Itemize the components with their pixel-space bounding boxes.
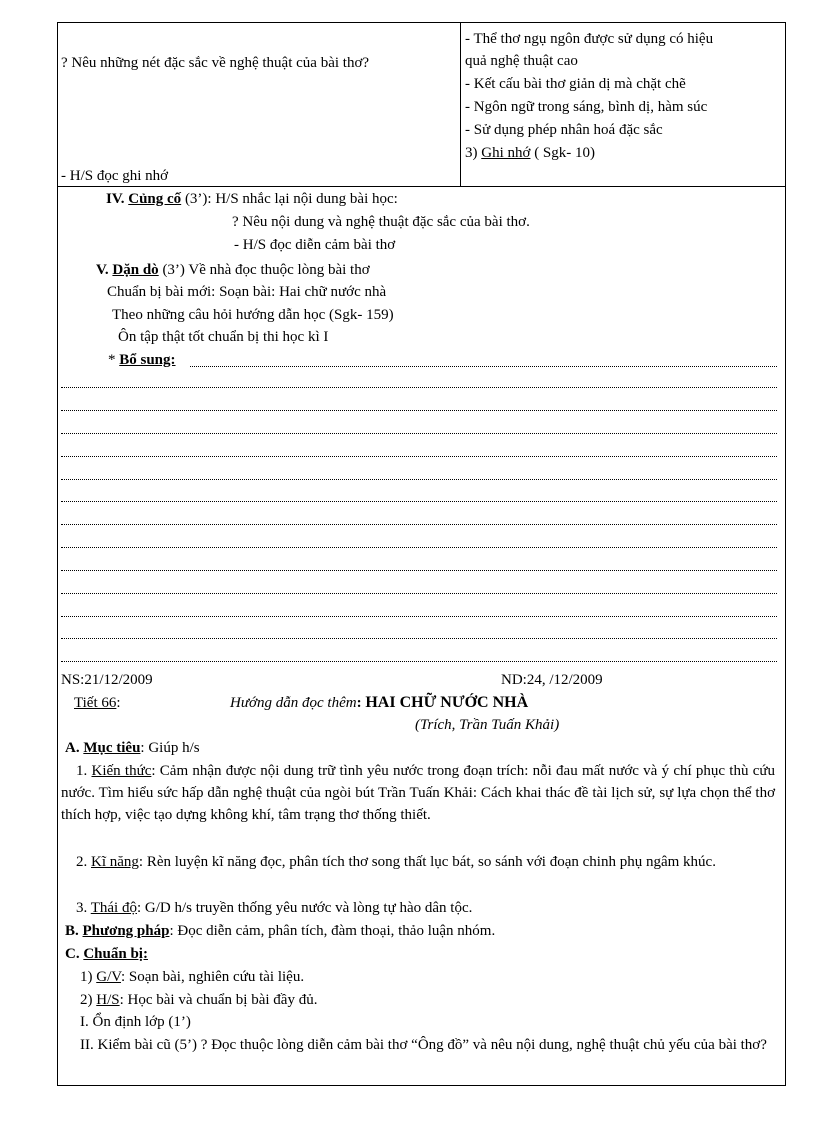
- dan-do-heading: [96, 259, 370, 281]
- bo-sung-dotted-line-1: [61, 385, 777, 388]
- table-ghi-nho: [465, 142, 595, 164]
- muc-tieu-label: Mục tiêu: [83, 740, 141, 756]
- bo-sung-dotted-line-3: [61, 431, 777, 434]
- cung-co-task: - H/S đọc diễn cảm bài thơ: [234, 237, 396, 253]
- answer-table: [58, 23, 785, 187]
- bo-sung-dotted-line-11: [61, 614, 777, 617]
- bo-sung-dotted-line-0: [190, 364, 777, 367]
- cung-co-label: Củng cố: [128, 191, 182, 207]
- bo-sung-dotted-line-4: [61, 454, 777, 457]
- phuong-phap-text: : Đọc diễn cảm, phân tích, đàm thoại, thảo luận nhóm.: [169, 923, 496, 939]
- muc-tieu-number: A.: [65, 740, 84, 756]
- ki-nang-text: : Rèn luyện kĩ năng đọc, phân tích thơ song thất lục bát, so sánh với đoạn chinh phụ ngâm khúc.: [138, 854, 716, 870]
- kien-thuc-label: Kiến thức: [91, 763, 152, 779]
- table-answer-line-3: - Kết cấu bài thơ giản dị mà chặt chẽ: [465, 76, 686, 92]
- tiet-number: Tiết 66: [74, 695, 117, 711]
- tiet-colon: :: [116, 695, 121, 711]
- table-answer-line-2: quả nghệ thuật cao: [465, 53, 578, 69]
- bo-sung-label: Bổ sung:: [119, 352, 176, 368]
- ki-nang-paragraph: [61, 851, 775, 873]
- dan-do-line-4: Ôn tập thật tốt chuẩn bị thi học kì I: [118, 329, 329, 345]
- cung-co-text: (3’): H/S nhắc lại nội dung bài học:: [181, 191, 398, 207]
- thai-do-number: 3.: [76, 900, 91, 916]
- bo-sung-dotted-line-2: [61, 408, 777, 411]
- chuan-bi-number: C.: [65, 946, 84, 962]
- dan-do-line-3: Theo những câu hỏi hướng dẫn học (Sgk- 159): [112, 307, 394, 323]
- ghi-nho-number: 3): [465, 145, 482, 161]
- thai-do-text: : G/D h/s truyền thống yêu nước và lòng tự hào dân tộc.: [136, 900, 473, 916]
- tiet-label: [74, 692, 121, 714]
- bo-sung-dotted-line-9: [61, 568, 777, 571]
- dan-do-number: V.: [96, 262, 113, 278]
- ki-nang-label: Kĩ năng: [91, 854, 139, 870]
- bo-sung-dotted-line-13: [61, 659, 777, 662]
- chuan-bi-hs-text: : Học bài và chuẩn bị bài đầy đủ.: [119, 992, 318, 1008]
- bo-sung-star: *: [108, 352, 120, 368]
- chuan-bi-hs-label: H/S: [96, 992, 120, 1008]
- ghi-nho-ref: ( Sgk- 10): [530, 145, 596, 161]
- chuan-bi-gv: [80, 966, 304, 988]
- cung-co-heading: [106, 188, 398, 210]
- table-answer-line-4: - Ngôn ngữ trong sáng, bình dị, hàm súc: [465, 99, 708, 115]
- dan-do-line-2: Chuẩn bị bài mới: Soạn bài: Hai chữ nước nhà: [107, 284, 387, 300]
- table-column-divider: [460, 23, 461, 187]
- chuan-bi-gv-text: : Soạn bài, nghiên cứu tài liệu.: [120, 969, 305, 985]
- phuong-phap-heading: [65, 920, 495, 942]
- nd-date: ND:24, /12/2009: [501, 672, 603, 688]
- ghi-nho-label: Ghi nhớ: [481, 145, 531, 161]
- dan-do-label: Dặn dò: [112, 262, 159, 278]
- table-question: ? Nêu những nét đặc sắc về nghệ thuật của bài thơ?: [61, 55, 370, 71]
- ki-nang-number: 2.: [76, 854, 91, 870]
- cung-co-number: IV.: [106, 191, 129, 207]
- bo-sung-dotted-line-10: [61, 591, 777, 594]
- thai-do-label: Thái độ: [90, 900, 137, 916]
- kien-thuc-paragraph: [61, 760, 775, 826]
- chuan-bi-heading: [65, 943, 148, 965]
- bo-sung-dotted-line-8: [61, 545, 777, 548]
- phuong-phap-label: Phương pháp: [82, 923, 170, 939]
- chuan-bi-gv-label: G/V: [96, 969, 121, 985]
- page-frame: [57, 22, 786, 1086]
- muc-tieu-heading: [65, 737, 200, 759]
- table-answer-line-1: - Thể thơ ngụ ngôn được sử dụng có hiệu: [465, 31, 714, 47]
- bo-sung-dotted-line-6: [61, 499, 777, 502]
- kien-thuc-text: : Cảm nhận được nội dung trữ tình yêu nước trong đoạn trích: nỗi đau mất nước và ý chí phục thù cứu nước. Tìm hiểu sức hấp dẫn nghệ thuật của ngòi bút Trần Tuấn Khải: Cách khai thác đề tài lịch sử, sự lựa chọn thể thơ thích hợp, việc tạo dựng không khí, tâm trạng thơ thống thiết.: [61, 763, 776, 823]
- ns-date: NS:21/12/2009: [61, 672, 153, 688]
- cung-co-question: ? Nêu nội dung và nghệ thuật đặc sắc của bài thơ.: [232, 214, 530, 230]
- bo-sung-dotted-line-12: [61, 636, 777, 639]
- lesson-title-colon: :: [356, 695, 366, 711]
- muc-tieu-text: : Giúp h/s: [140, 740, 200, 756]
- bo-sung-dotted-line-7: [61, 522, 777, 525]
- thai-do-paragraph: [76, 897, 472, 919]
- bo-sung-heading: [108, 349, 176, 371]
- phuong-phap-number: B.: [65, 923, 83, 939]
- table-left-footer: - H/S đọc ghi nhớ: [61, 168, 169, 184]
- lesson-guide: Hướng dẫn đọc thêm: [230, 695, 357, 711]
- table-answer-line-5: - Sử dụng phép nhân hoá đặc sắc: [465, 122, 663, 138]
- chuan-bi-gv-number: 1): [80, 969, 97, 985]
- lesson-title-text: HAI CHỮ NƯỚC NHÀ: [365, 694, 529, 711]
- dan-do-text: (3’) Về nhà đọc thuộc lòng bài thơ: [158, 262, 370, 278]
- chuan-bi-label: Chuẩn bị:: [83, 946, 148, 962]
- on-dinh-lop: I. Ổn định lớp (1’): [80, 1014, 191, 1030]
- kien-thuc-number: 1.: [76, 763, 92, 779]
- chuan-bi-hs: [80, 989, 317, 1011]
- lesson-source: (Trích, Trần Tuấn Khải): [415, 717, 560, 733]
- chuan-bi-hs-number: 2): [80, 992, 97, 1008]
- bo-sung-dotted-line-5: [61, 477, 777, 480]
- lesson-title: [230, 692, 528, 714]
- kiem-tra-bai-cu: II. Kiểm bài cũ (5’) ? Đọc thuộc lòng diễn cảm bài thơ “Ông đồ” và nêu nội dung, nghệ thuật chủ yếu của bài thơ?: [80, 1037, 767, 1053]
